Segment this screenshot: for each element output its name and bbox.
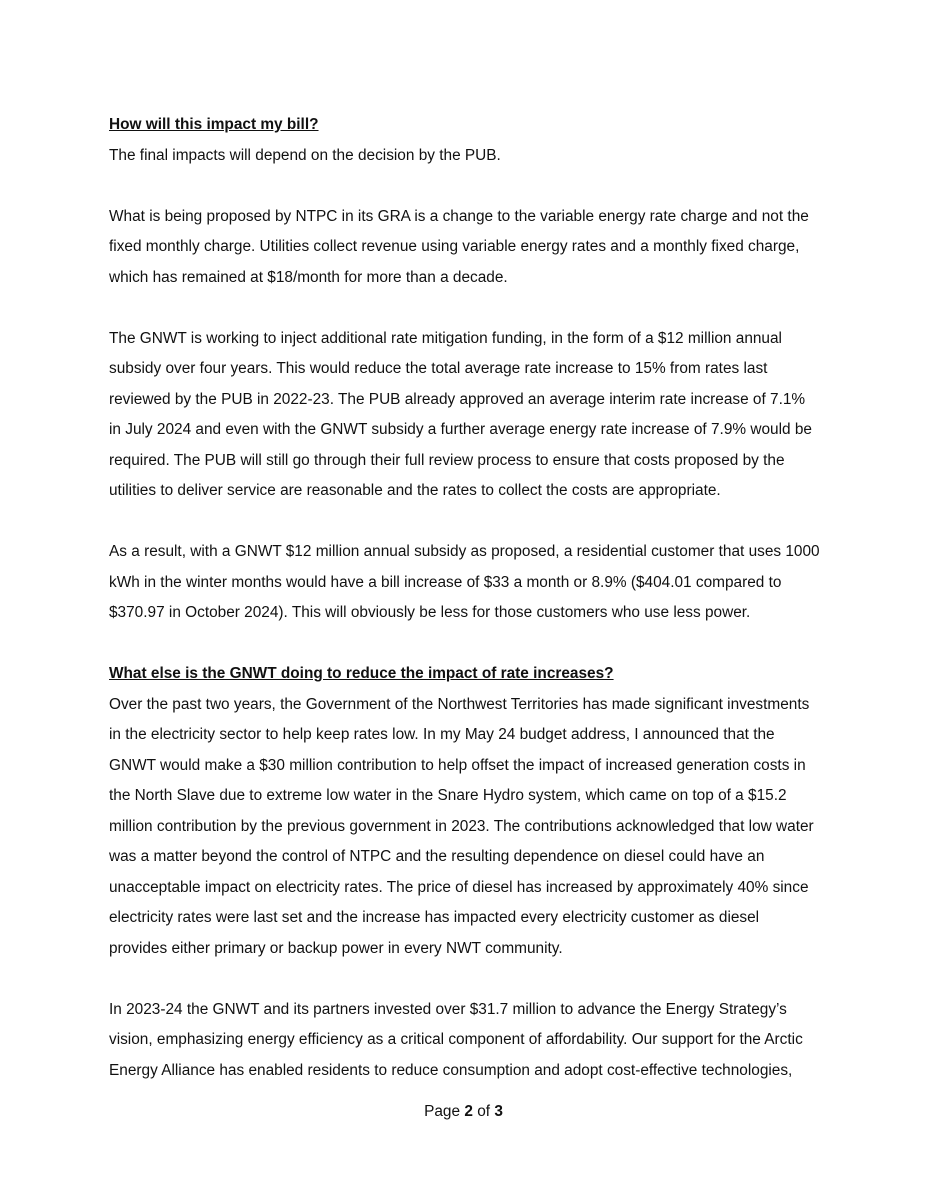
section-heading-gnwt-actions: What else is the GNWT doing to reduce the impact of rate increases?	[109, 665, 614, 682]
paragraph-final-impacts: The final impacts will depend on the decision by the PUB.	[109, 146, 501, 164]
section-heading-bill-impact: How will this impact my bill?	[109, 116, 319, 133]
paragraph-spacer	[109, 964, 821, 995]
page-current: 2	[464, 1103, 473, 1120]
paragraph-spacer	[109, 171, 821, 202]
page-body	[109, 110, 821, 1086]
paragraph-spacer	[109, 507, 821, 538]
paragraph-residential-example: As a result, with a GNWT $12 million annual subsidy as proposed, a residential customer that uses 1000 kWh in the winter months would have a bill increase of $33 a month or 8.9% ($404.01 compared to $370.97 in October 2024). This will obviously be less for those customers who use less power.	[109, 543, 820, 621]
paragraph-mitigation-funding: The GNWT is working to inject additional rate mitigation funding, in the form of a $12 million annual subsidy over four years. This would reduce the total average rate increase to 15% from rates last reviewed by the PUB in 2022-23. The PUB already approved an average interim rate increase of 7.1% in July 2024 and even with the GNWT subsidy a further average energy rate increase of 7.9% would be required. The PUB will still go through their full review process to ensure that costs proposed by the utilities to deliver service are reasonable and the rates to collect the costs are appropriate.	[109, 329, 812, 499]
page-of-label: of	[477, 1103, 491, 1120]
paragraph-spacer	[109, 629, 821, 660]
page-number-footer	[0, 1103, 927, 1121]
paragraph-energy-strategy: In 2023-24 the GNWT and its partners invested over $31.7 million to advance the Energy Strategy’s vision, emphasizing energy efficiency as a critical component of affordability. Our support for the Arctic Energy Alliance has enabled residents to reduce consumption and adopt cost-effective technologies,	[109, 1000, 803, 1079]
page-total: 3	[494, 1103, 503, 1120]
paragraph-proposal: What is being proposed by NTPC in its GRA is a change to the variable energy rate charge and not the fixed monthly charge. Utilities collect revenue using variable energy rates and a monthly fixed charge, which has remained at $18/month for more than a decade.	[109, 207, 809, 286]
paragraph-investments: Over the past two years, the Government of the Northwest Territories has made significant investments in the electricity sector to help keep rates low. In my May 24 budget address, I announced that the GNWT would make a $30 million contribution to help offset the impact of increased generation costs in the North Slave due to extreme low water in the Snare Hydro system, which came on top of a $15.2 million contribution by the previous government in 2023. The contributions acknowledged that low water was a matter beyond the control of NTPC and the resulting dependence on diesel could have an unacceptable impact on electricity rates. The price of diesel has increased by approximately 40% since electricity rates were last set and the increase has impacted every electricity customer as diesel provides either primary or backup power in every NWT community.	[109, 695, 814, 957]
page-label: Page	[424, 1103, 461, 1120]
paragraph-spacer	[109, 293, 821, 324]
